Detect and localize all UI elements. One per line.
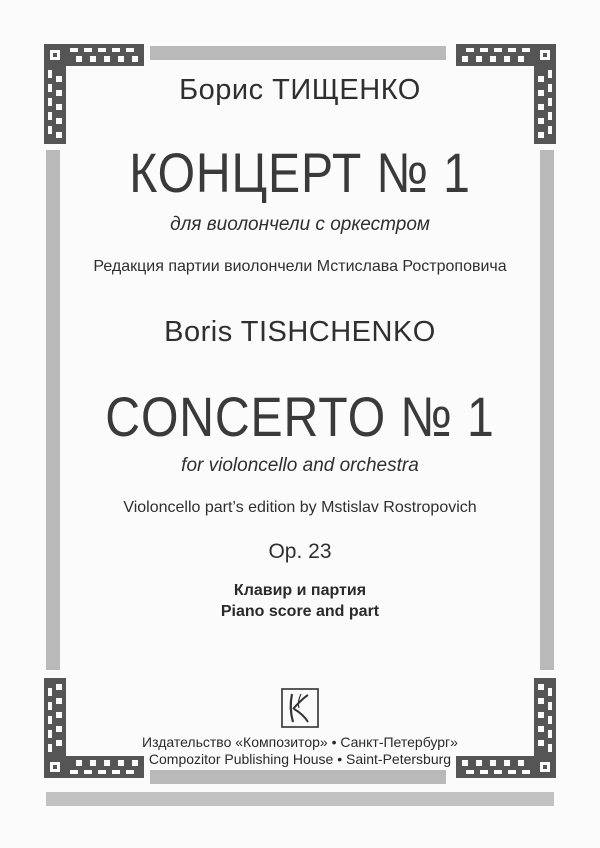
author-name-ru: Борис ТИЩЕНКО <box>179 74 421 106</box>
publisher-logo-icon <box>281 688 319 728</box>
frame-bottom-outer-band <box>46 792 554 806</box>
frame-bottom-band <box>150 770 446 784</box>
publisher-ru: Издательство «Композитор» • Санкт-Петербург» <box>142 734 458 750</box>
edition-note-en: Violoncello part’s edition by Mstislav Rostropovich <box>123 499 477 516</box>
publisher-en: Compozitor Publishing House • Saint-Petersburg <box>148 751 452 767</box>
score-type-en: Piano score and part <box>220 603 380 620</box>
title-en: CONCERTO № 1 <box>105 385 495 448</box>
author-name-en: Boris TISHCHENKO <box>164 316 436 348</box>
score-type-ru: Клавир и партия <box>233 582 367 599</box>
title-ru: КОНЦЕРТ № 1 <box>129 141 471 204</box>
subtitle-en: for violoncello and orchestra <box>181 455 419 476</box>
opus-number: Op. 23 <box>268 540 332 563</box>
subtitle-ru: для виолончели с оркестром <box>170 214 430 235</box>
frame-top-band <box>150 46 446 60</box>
edition-note-ru: Редакция партии виолончели Мстислава Ростроповича <box>93 258 507 275</box>
